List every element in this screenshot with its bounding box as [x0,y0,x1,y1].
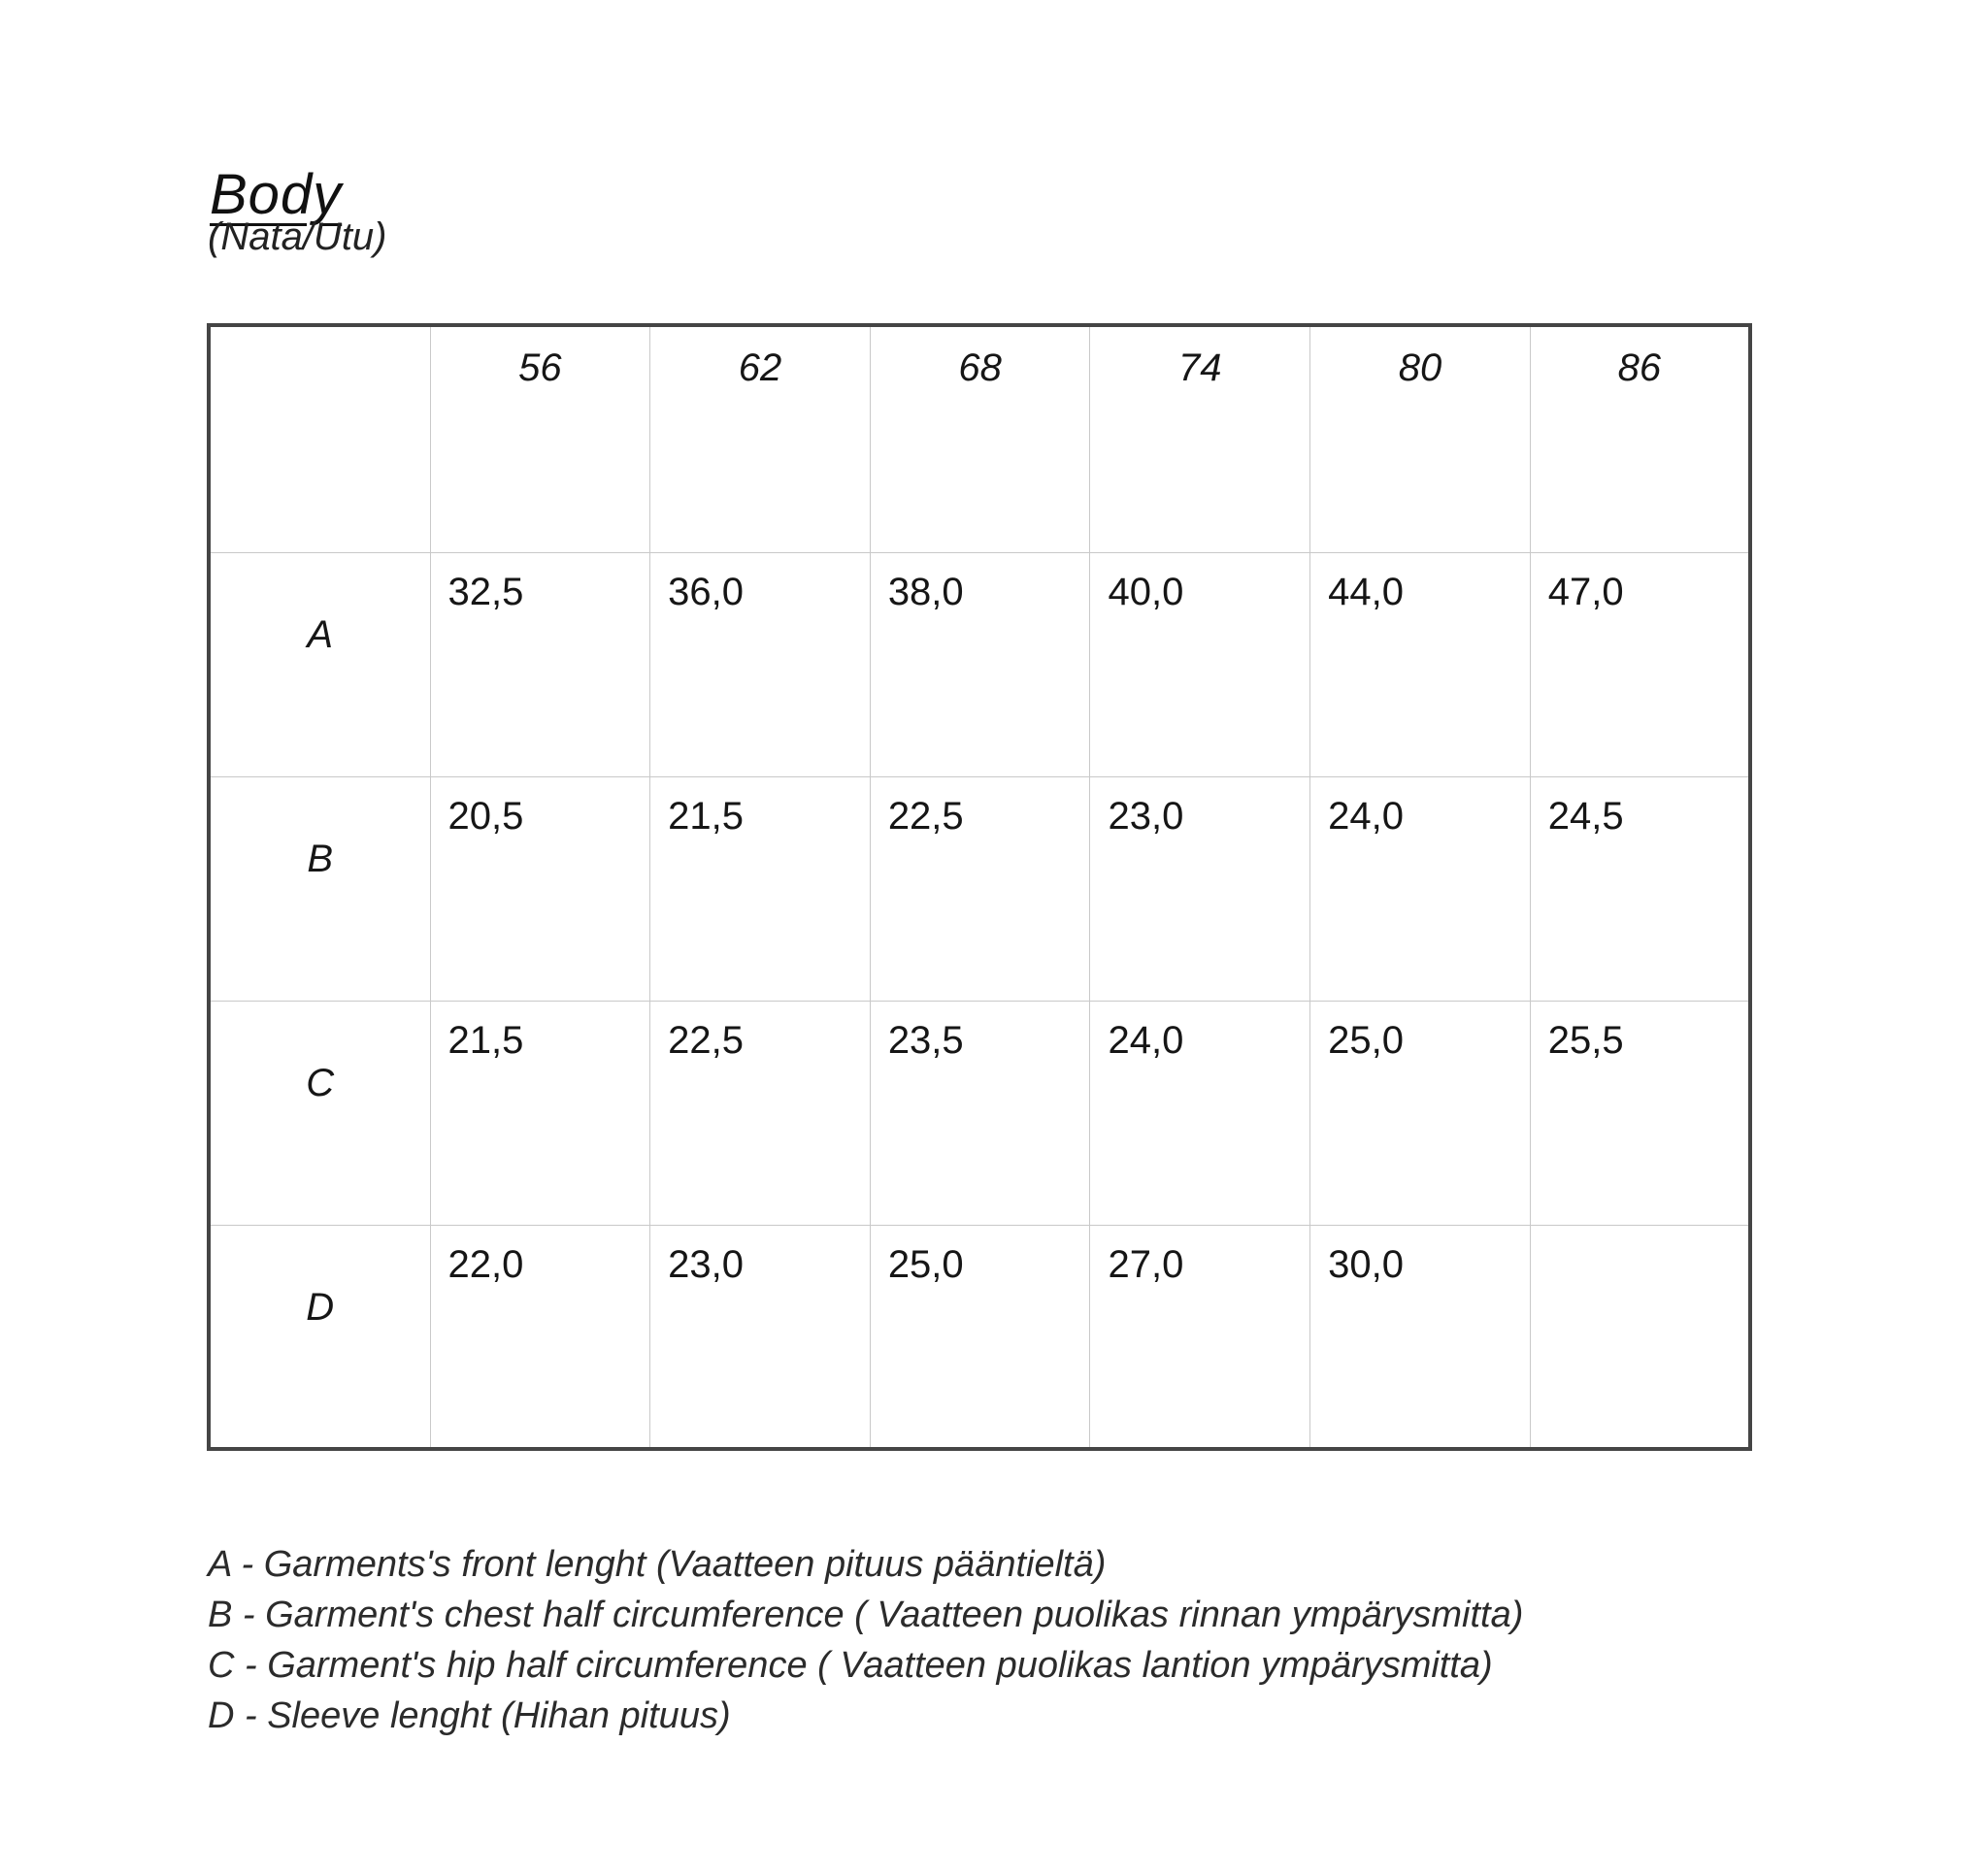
row-label: A [209,552,430,776]
measurement-cell: 21,5 [430,1001,650,1225]
measurement-cell: 23,0 [1090,776,1310,1001]
page-subtitle: (Nata/Utu) [208,215,387,258]
size-chart [207,323,1752,1451]
measurement-cell: 24,0 [1090,1001,1310,1225]
measurement-cell: 21,5 [650,776,871,1001]
table-row [209,1001,1750,1225]
measurement-cell: 24,5 [1530,776,1750,1001]
measurement-cell: 40,0 [1090,552,1310,776]
size-column-header: 86 [1530,325,1750,552]
measurement-cell: 38,0 [870,552,1090,776]
table-row [209,776,1750,1001]
measurement-cell: 22,0 [430,1225,650,1449]
measurement-cell: 22,5 [650,1001,871,1225]
measurement-cell: 25,0 [870,1225,1090,1449]
measurement-cell: 47,0 [1530,552,1750,776]
legend-item: D - Sleeve lenght (Hihan pituus) [208,1695,731,1736]
size-column-header: 80 [1310,325,1531,552]
size-column-header: 68 [870,325,1090,552]
measurement-cell: 36,0 [650,552,871,776]
legend-item: B - Garment's chest half circumference ( Vaatteen puolikas rinnan ympärysmitta) [208,1595,1524,1635]
size-table-body [209,552,1750,1449]
size-header-row [209,325,1750,552]
size-column-header: 62 [650,325,871,552]
size-column-header: 56 [430,325,650,552]
measurement-cell: 24,0 [1310,776,1531,1001]
measurement-legend [208,1539,1523,1741]
measurement-cell: 25,0 [1310,1001,1531,1225]
legend-item: A - Garments's front lenght (Vaatteen pituus pääntieltä) [208,1544,1107,1585]
measurement-cell: 25,5 [1530,1001,1750,1225]
table-row [209,552,1750,776]
page-title: Body [210,162,343,226]
table-row [209,1225,1750,1449]
row-label: B [209,776,430,1001]
row-label: C [209,1001,430,1225]
size-column-header: 74 [1090,325,1310,552]
measurement-cell: 23,0 [650,1225,871,1449]
measurement-cell: 23,5 [870,1001,1090,1225]
size-table [207,323,1752,1451]
measurement-cell: 27,0 [1090,1225,1310,1449]
legend-item: C - Garment's hip half circumference ( Vaatteen puolikas lantion ympärysmitta) [208,1645,1493,1686]
measurement-cell: 32,5 [430,552,650,776]
measurement-cell: 30,0 [1310,1225,1531,1449]
row-label: D [209,1225,430,1449]
measurement-cell [1530,1225,1750,1449]
corner-cell [209,325,430,552]
measurement-cell: 20,5 [430,776,650,1001]
measurement-cell: 44,0 [1310,552,1531,776]
measurement-cell: 22,5 [870,776,1090,1001]
